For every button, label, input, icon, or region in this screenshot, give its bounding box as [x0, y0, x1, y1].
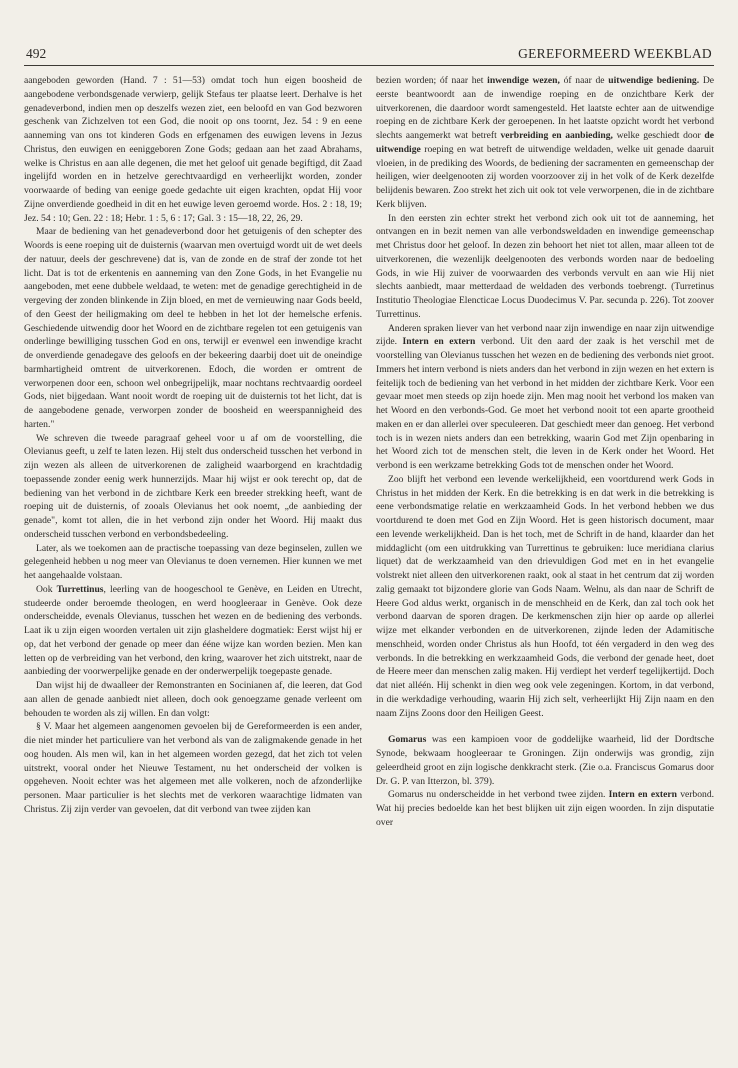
paragraph: We schreven die tweede paragraaf geheel voor u af om de voorstelling, die Olevianus geeft, u zelf te laten lezen. Hij stelt dus onderscheid tusschen het verbond in zijn wezen als alleen de uitverkorenen de zaligheid waarborgend en krachtdadig toepassende zonder eenig werk hunnerzijds. Maar hij wijst er ook terecht op, dat de bediening van het verbond in de zichtbare Kerk een breeder strekking heeft, want de roeping uit de duisternis, of zooals Olevianus het ook noemt, „de aanbieding der genade", komt tot allen, die in het verbond zijn onder het Woord. Hij maakt dus onderscheid tusschen verbond en verbondsbedeeling.: [24, 432, 362, 540]
text-run: Anderen spraken liever van het verbond naar zijn inwendige en naar zijn uitwendige zijde.: [376, 322, 714, 348]
paragraph: [376, 74, 714, 212]
bold-term: de uitwendige: [376, 130, 714, 155]
bold-term: Intern en extern: [608, 789, 677, 801]
page-number: 492: [26, 46, 47, 61]
paragraph: [376, 733, 714, 788]
paragraph: In den eersten zin echter strekt het verbond zich ook uit tot de aanneming, het ontvangen en in bezit nemen van alle verbondsweldaden en inwendige gemeenschap met Christus door het geloof. In dezen zin behoort het niet tot allen, maar alleen tot de uitverkorenen, die wezenlijk deelgenooten des verbonds worden naar de bedoeling Gods, in wie Hij zuiver de voorwaarden des verbonds vervult en aan wie Hij niet slechts aanbiedt, maar metterdaad de weldaden des verbonds toebrengt. (Turretinus Institutio Theologiae Elencticae Locus Duodecimus V. Par. secunda p. 226). Tot zoover Turrettinus.: [376, 212, 714, 320]
text-run: verbond. Wat hij precies bedoelde kan het best blijken uit zijn eigen woorden. In zijn disputatie over: [376, 789, 715, 828]
bold-term: uitwendige bediening.: [608, 75, 700, 86]
paragraph: [376, 788, 714, 829]
name-gomarus: Gomarus: [388, 734, 427, 746]
text-run: bezien worden; óf naar het: [376, 75, 484, 86]
bold-term: inwendige wezen,: [487, 75, 560, 86]
paragraph: [24, 583, 362, 679]
text-run: Gomarus nu onderscheidde in het verbond twee zijden.: [388, 789, 606, 801]
bold-term: Intern en extern: [402, 336, 476, 348]
paragraph: [376, 322, 714, 473]
bold-term: verbreiding en aanbieding,: [500, 130, 613, 141]
text-run: Ook: [36, 583, 53, 595]
text-run: , leerling van de hoogeschool te Genève, en Leiden en Utrecht, studeerde onder beroemde theologen, en werd hoogleeraar in Genève. Ook deze onderscheidde, evenals Olevianus, tusschen het wezen en de bediening des verbonds. Laat ik u zijn eigen woorden vertalen uit zijn glasheldere dogmatiek: Eerst wijst hij er op, dat het verbond der genade op meer dan ééne wijze kan worden bezien. Men kan letten op de verbreiding van het verbond, den kring, waarover het zich uitstrekt, naar de aanbieding der voorwerpelijke genade en der onderwerpelijk toegepaste genade.: [24, 583, 362, 678]
paragraph: aangeboden geworden (Hand. 7 : 51—53) omdat toch hun eigen boosheid de aangebodene verbondsgenade verwierp, gelijk Stefaus ter plaatse leert. Derhalve is het genadeverbond, indien men op deszelfs wezen ziet, een beloofd en van God bezworen geschenk van Zichzelven tot een God, die nooit op ons toornt, Jez. 54 : 9 en eene aanneming van ons tot kinderen Gods en erfgenamen des euwigen levens in Jezus Christus, den euwigen en eeniggeboren Zone Gods; gedaan aan het zaad Abrahams, welke is Christus en aan alle degenen, die met het geloof uit genade begiftigd, dit Zaad ingelijfd worden en in hetzelve gerechtvaardigd en verheerlijkt worden, zonder voorwaarde of beding van eenige goede gedachte uit eigen krachten, opdat Hij voor Zijne onverdiende goedheid in dit en het euwige leven geroemd worde. Hos. 2 : 18, 19; Jez. 54 : 10; Gen. 22 : 18; Hebr. 1 : 5, 6 : 17; Gal. 3 : 15—18, 22, 26, 29.: [24, 75, 362, 224]
text-run: De eerste beantwoordt aan de inwendige roeping en de onzichtbare Kerk der uitverkorenen, die daardoor wordt samengesteld. Het laatste echter aan de uitwendige roeping en de zichtbare Kerk der geroepenen. In het laatste opzicht wordt het verbond slechts aangemerkt wat betreft: [376, 75, 714, 141]
text-run: roeping en wat betreft de uitwendige weldaden, welke uit genade daaruit vloeien, in de prediking des Woords, de bediening der sacramenten en gemeenschap der heiligen, wier deelgenooten zij worden voorzoover zij in het volk of de Kerk dezelfde belijdenis bewaren. Zoo strekt het zich uit ook tot vele verworpenen, die in de zichtbare Kerk blijven.: [376, 143, 714, 210]
paragraph: Dan wijst hij de dwaalleer der Remonstranten en Socinianen af, die leeren, dat God aan allen de genade aanbiedt niet alleen, doch ook genoegzame genade verleent om behouden te worden als zij willen. En dan volgt:: [24, 680, 362, 719]
text-run: verbond. Uit den aard der zaak is het verschil met de voorstelling van Olevianus tusschen het wezen en de bediening des verbonds niet groot. Immers het intern verbond is niets anders dan het verbond in zijn wezen en het extern is feitelijk toch de bediening van het verbond in het midden der zichtbare Kerk. Voor een gevaar moet men steeds op zijn hoede zijn. Men mag nooit het verbond los maken van het Woord en den verbonds-God. Ge moet het verbond nooit tot een aparte grootheid maken en er dan allerlei over speculeeren. Dat geschiedt meer dan genoeg. Het verbond toch is in wezen niets anders dan een betrekking, waarin God met Zijn openbaring in het Woord zich tot de menschen stelt, die leven in de Kerk onder het Woord. Het verbond is een werkzame betrekking Gods tot de menschen onder het Woord.: [376, 336, 714, 471]
paragraph: § V. Maar het algemeen aangenomen gevoelen bij de Gereformeerden is een ander, die niet minder het particuliere van het verbond als van de zaligmakende genade in het oog houden. Als men wil, kan in het algemeen worden gezegd, dat het zich tot velen uitstrekt, vooral onder het Nieuwe Testament, nu het onderscheid der volken is opgeheven. Nooit echter was het algemeen met alle volkeren, noch de afzonderlijke personen. Maar particulier is het slechts met de verkoren waarachtige lidmaten van Christus. Zij zijn verder van gevoelen, dat dit verbond van twee zijden kan: [24, 721, 362, 815]
name-turrettinus: Turrettinus: [56, 583, 104, 595]
text-run: was een kampioen voor de goddelijke waarheid, lid der Dordtsche Synode, bekwaam hoogleeraar te Groningen. Zijn onderwijs was grondig, zijn geleerdheid groot en zijn logische denkkracht sterk. (Zie o.a. Franciscus Gomarus door Dr. G. P. van Itterzon, bl. 379).: [376, 734, 714, 787]
paragraph: Zoo blijft het verbond een levende werkelijkheid, een voortdurend werk Gods in Christus in het midden der Kerk. En die betrekking is en dat werk in die betrekking is eene verbondsmatige relatie en werkzaamheid Gods. In het verbond hebben we dus voortdurend te doen met God en Zijn Woord. Het is geen historisch document, maar een levende werkelijkheid. Dan is het toch, met de Schrift in de hand, klaarder dan het middaglicht (om een uitdrukking van Turrettinus te gebruiken: luce meridiana clarius liquet) dat de werkzaamheid van den drievuldigen God met en in het evangelie volstrekt niet alleen den uitverkorenen raakt, ook al staat in het centrum dat zij worden zalig gemaakt tot bijzondere glorie van Gods Naam. Welnu, als dan naar de Schrift de Heere God aldus werkt, organisch in de menschheid en de Kerk, dan zal toch ook het verbond daarvan de sporen dragen. De kerkmenschen zijn hier op aarde op allerlei wijze met elkander verbonden en de uitverkorenen, zijnde leden der Adamitische menschheid, worden onder Christus als hun Hoofd, tot één vergaderd in den weg des verbonds. In die betrekking en werkzaamheid Gods, die verbond der genade heet, doet de Heere meer dan menschen zalig maken. Hij verdiept het verderf tegelijkertijd. Doch dat niet alléén. Hij schenkt in dien weg ook vele zegeningen. Kortom, in dat verbond, in die werkdadige verhouding, waarin Hij zich selt, verheerlijkt Hij Zijn naam en den naam Zijns Zoons door den Heiligen Geest.: [376, 473, 714, 719]
text-run: welke geschiedt door: [616, 130, 701, 141]
right-column: [376, 74, 714, 830]
page-header: [24, 40, 714, 66]
paragraph: Later, als we toekomen aan de practische toepassing van deze beginselen, zullen we gelegenheid hebben u nog meer van Olevianus te doen vernemen. Hier kunnen we met het aangehaalde volstaan.: [24, 542, 362, 581]
left-column: [24, 74, 362, 830]
article-columns: [24, 74, 714, 830]
text-run: óf naar de: [563, 75, 605, 86]
journal-title: GEREFORMEERD WEEKBLAD: [518, 46, 712, 61]
paragraph: Maar de bediening van het genadeverbond door het getuigenis of den schepter des Woords is eene roeping uit de duisternis (waarvan men overtuigd wordt uit de wet deels der natuur, deels der geschrevene) dat is, van de zonde en de straf der zonde tot het licht. Dat is tot de erkentenis en aanneming van den Zone Gods, in het Evangelie nu aangeboden, met eene dubbele weldaad, te weten: met de genadige gerechtigheid in de vergeving der zonden blinkende in Zijn bloed, en met de vernieuwing naar Gods beeld, of den Geest der heiligmaking om deel te hebben in het lot der hemelsche erfenis. Geschiedende uitwendig door het Woord en de zichtbare regelen tot een getuigenis van onderlinge bewilliging tusschen God en ons, terwijl er evenwel een inwendige kracht de onverdiende genadegave des geloofs en der bekeering daarbij doet uit de oneindige barmhartigheid omtrent de uitverkorenen. Edoch, die worden er omtrent de verworpenen door een, schoon wel onbegrijpelijk, maar nochtans rechtvaardig oordeel Gods, niet bijgedaan. Want nooit wordt de roeping uit de duisternis tot het licht, dat is de aangebodene genade, verworpen zonder de boosheid en weerspannigheid des harten.": [24, 226, 362, 430]
